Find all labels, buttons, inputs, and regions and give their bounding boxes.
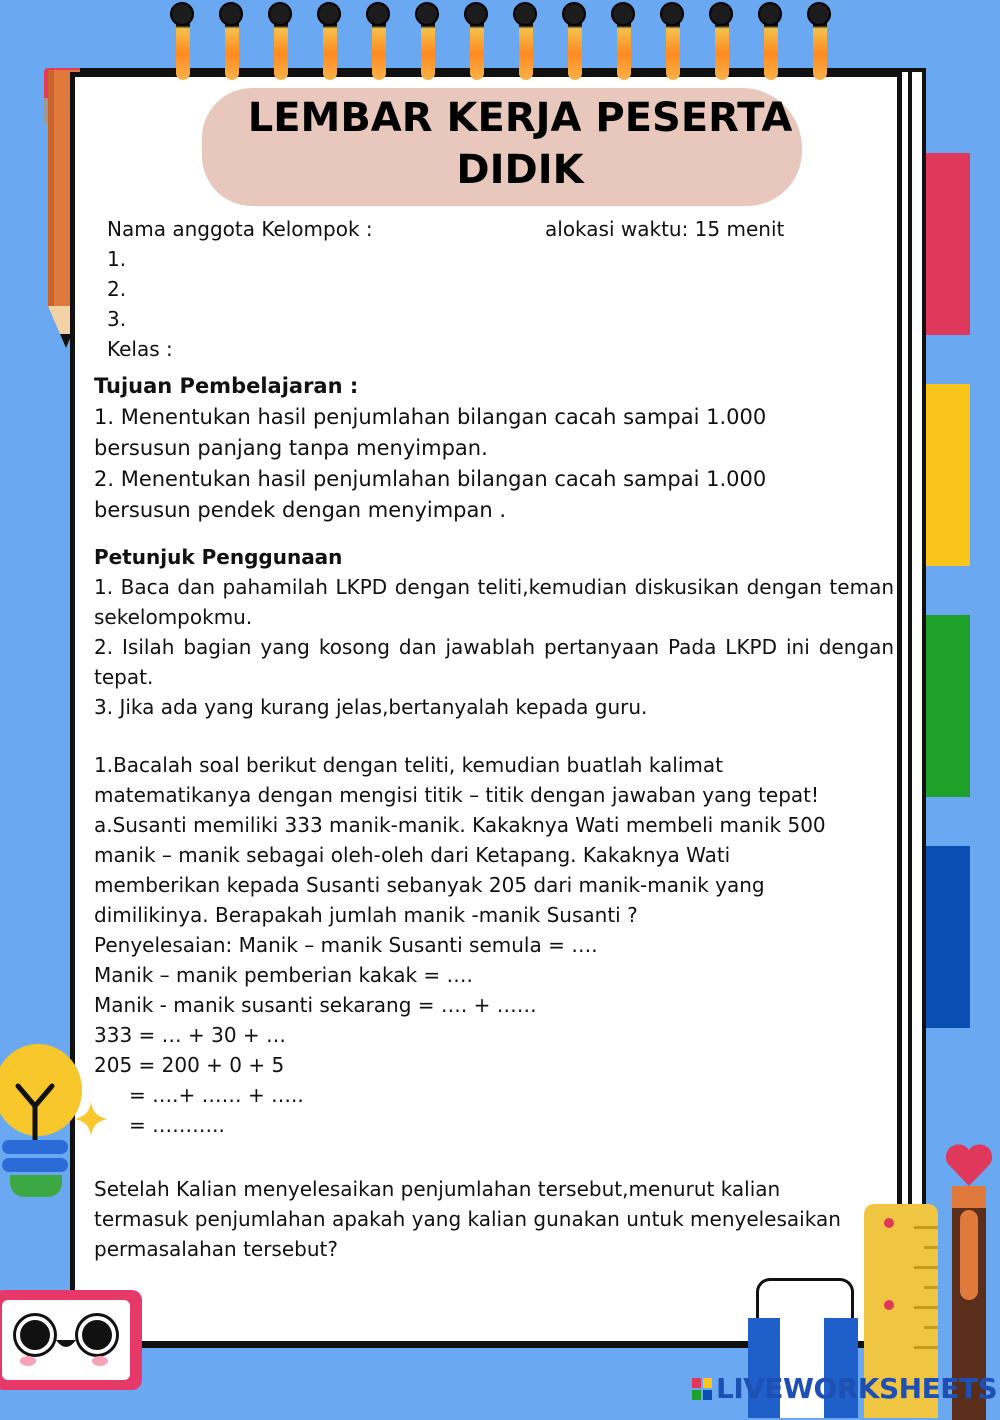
sum-line: = ….+ …… + ….. [129, 1083, 304, 1107]
page-title [215, 92, 825, 196]
tab-blue [920, 846, 970, 1028]
instruction-item: 3. Jika ada yang kurang jelas,bertanyalah kepada guru. [94, 695, 648, 719]
title-line-2: DIDIK [456, 147, 584, 193]
tab-green [920, 615, 970, 797]
objective-line: bersusun pendek dengan menyimpan . [94, 498, 507, 522]
closing-line: termasuk penjumlahan apakah yang kalian gunakan untuk menyelesaikan [94, 1207, 841, 1231]
spiral-binding [168, 0, 848, 86]
task-line: dimilikinya. Berapakah jumlah manik -manik Susanti ? [94, 903, 638, 927]
task-line: manik – manik sebagai oleh-oleh dari Ketapang. Kakaknya Wati [94, 843, 731, 867]
solution-line: Penyelesaian: Manik – manik Susanti semula = …. [94, 933, 598, 957]
task-block [94, 750, 826, 1140]
class-label: Kelas : [107, 337, 173, 361]
member-2: 2. [107, 277, 127, 301]
task-line: a.Susanti memiliki 333 manik-manik. Kakaknya Wati membeli manik 500 [94, 813, 826, 837]
instruction-item: 1. Baca dan pahamilah LKPD dengan teliti,kemudian diskusikan dengan teman sekelompokmu. [94, 575, 894, 629]
group-members-label: Nama anggota Kelompok : [107, 217, 373, 241]
tab-red [920, 153, 970, 335]
paper-edge-line [908, 72, 912, 1346]
closing-question [94, 1174, 841, 1264]
tab-yellow [920, 384, 970, 566]
objective-line: bersusun panjang tanpa menyimpan. [94, 436, 488, 460]
solution-line: 333 = … + 30 + … [94, 1023, 287, 1047]
task-line: memberikan kepada Susanti sebanyak 205 dari manik-manik yang [94, 873, 765, 897]
instructions-heading: Petunjuk Penggunaan [94, 545, 343, 569]
instructions-list [94, 572, 894, 722]
objectives-list [94, 402, 766, 526]
member-1: 1. [107, 247, 127, 271]
liveworksheets-watermark: LIVEWORKSHEETS [716, 1372, 998, 1405]
solution-line: Manik – manik pemberian kakak = …. [94, 963, 473, 987]
task-line: 1.Bacalah soal berikut dengan teliti, kemudian buatlah kalimat [94, 753, 724, 777]
title-line-1: LEMBAR KERJA PESERTA [247, 95, 793, 141]
member-3: 3. [107, 307, 127, 331]
solution-line: 205 = 200 + 0 + 5 [94, 1053, 285, 1077]
objectives-heading: Tujuan Pembelajaran : [94, 374, 359, 398]
sum-line: = ……….. [129, 1113, 225, 1137]
time-allocation: alokasi waktu: 15 menit [545, 217, 785, 241]
instruction-item: 2. Isilah bagian yang kosong dan jawablah pertanyaan Pada LKPD ini dengan tepat. [94, 635, 894, 689]
closing-line: Setelah Kalian menyelesaikan penjumlahan tersebut,menurut kalian [94, 1177, 781, 1201]
closing-line: permasalahan tersebut? [94, 1237, 338, 1261]
liveworksheets-logo-icon [692, 1378, 712, 1400]
objective-line: 2. Menentukan hasil penjumlahan bilangan cacah sampai 1.000 [94, 467, 767, 491]
task-line: matematikanya dengan mengisi titik – titik dengan jawaban yang tepat! [94, 783, 820, 807]
objective-line: 1. Menentukan hasil penjumlahan bilangan cacah sampai 1.000 [94, 405, 767, 429]
solution-line: Manik - manik susanti sekarang = …. + …… [94, 993, 537, 1017]
